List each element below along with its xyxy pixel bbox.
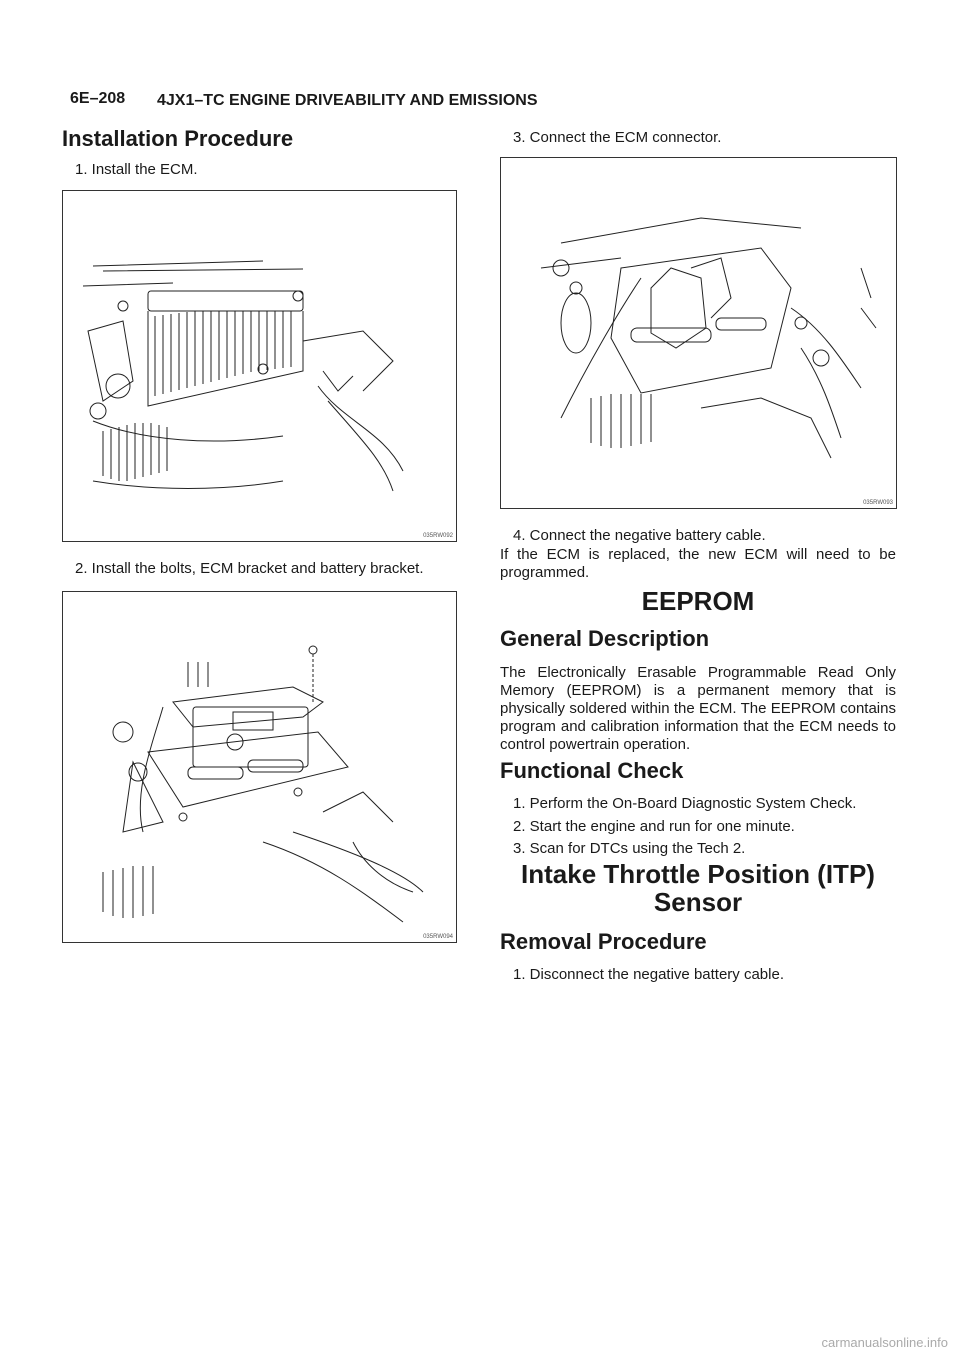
step-3: 3. Connect the ECM connector. [513, 129, 722, 146]
section-title: 4JX1–TC ENGINE DRIVEABILITY AND EMISSIONS [157, 92, 538, 109]
check-step-2: 2. Start the engine and run for one minute. [513, 818, 795, 835]
functional-check-heading: Functional Check [500, 758, 684, 783]
figure-code: 035RW094 [423, 934, 453, 940]
figure-code: 035RW093 [863, 500, 893, 506]
figure-connector [500, 157, 897, 509]
general-description-text: The Electronically Erasable Programmable Read Only Memory (EEPROM) is a permanent memory that is physically soldered within the ECM. The EEPROM contains program and calibration information that the ECM needs to control powertrain operation. [500, 664, 896, 753]
removal-step-1: 1. Disconnect the negative battery cable. [513, 966, 784, 983]
eeprom-title: EEPROM [641, 586, 755, 616]
itp-sensor-title [500, 860, 896, 916]
step-4: 4. Connect the negative battery cable. [513, 527, 766, 544]
connector-illustration [501, 158, 896, 508]
step-2: 2. Install the bolts, ECM bracket and battery bracket. [75, 560, 424, 577]
figure-ecm-install [62, 190, 457, 542]
removal-procedure-heading: Removal Procedure [500, 929, 707, 954]
check-step-3: 3. Scan for DTCs using the Tech 2. [513, 840, 746, 857]
itp-title-line-2: Sensor [653, 887, 743, 917]
figure-code: 035RW092 [423, 533, 453, 539]
bracket-install-illustration [63, 592, 456, 942]
watermark: carmanualsonline.info [821, 1335, 948, 1350]
figure-bracket-install [62, 591, 457, 943]
installation-heading: Installation Procedure [62, 126, 294, 151]
itp-title-line-1: Intake Throttle Position (ITP) [521, 859, 875, 889]
step-1: 1. Install the ECM. [75, 161, 198, 178]
page-number: 6E–208 [70, 90, 126, 107]
check-step-1: 1. Perform the On-Board Diagnostic System Check. [513, 795, 857, 812]
replacement-note: If the ECM is replaced, the new ECM will need to be programmed. [500, 546, 896, 581]
general-description-heading: General Description [500, 626, 710, 651]
ecm-install-illustration [63, 191, 456, 541]
